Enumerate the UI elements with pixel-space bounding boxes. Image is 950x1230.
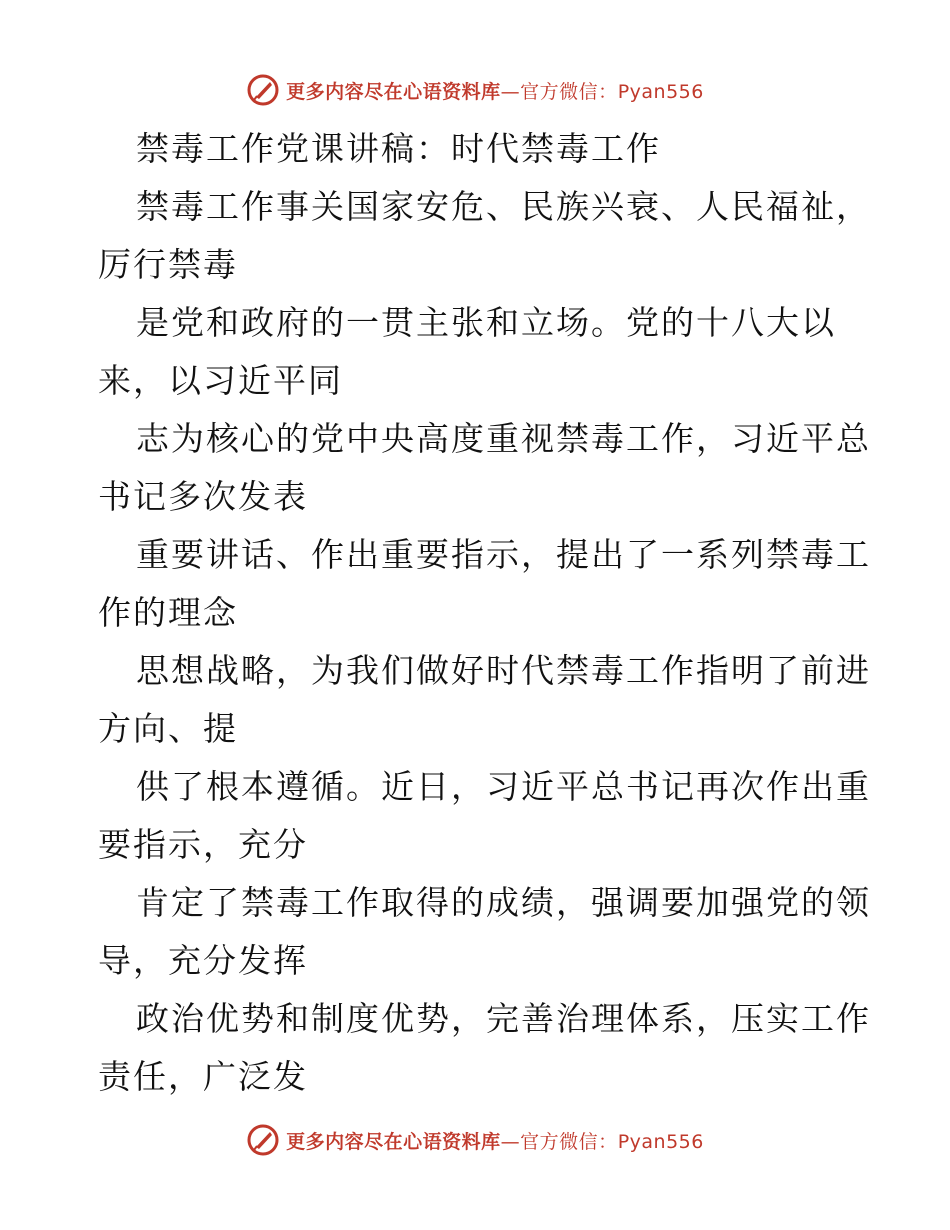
banner-wechat-label: 官方微信： [520,1130,618,1153]
banner-brand: 更多内容尽在心语资料库 [286,80,501,103]
text-line: 书记多次发表 [98,477,308,516]
quill-logo-icon [246,1123,280,1157]
text-line: 思想战略，为我们做好时代禁毒工作指明了前进 [136,651,871,690]
banner-text [286,77,704,104]
text-line: 肯定了禁毒工作取得的成绩，强调要加强党的领 [136,883,871,922]
header-banner [0,70,950,110]
banner-brand: 更多内容尽在心语资料库 [286,1130,501,1153]
text-line: 禁毒工作事关国家安危、民族兴衰、人民福祉， [136,187,871,226]
text-line: 来，以习近平同 [98,361,343,400]
text-line: 志为核心的党中央高度重视禁毒工作，习近平总 [136,419,871,458]
banner-wechat-label: 官方微信： [520,80,618,103]
text-line: 责任，广泛发 [98,1057,308,1096]
text-line: 重要讲话、作出重要指示，提出了一系列禁毒工 [136,535,871,574]
quill-logo-icon [246,73,280,107]
footer-banner [0,1120,950,1160]
banner-dash: — [500,1130,521,1153]
banner-wechat-id: Pyan556 [617,1130,704,1153]
text-line: 方向、提 [98,709,238,748]
banner-text [286,1127,704,1154]
text-line: 供了根本遵循。近日，习近平总书记再次作出重 [136,767,871,806]
text-line: 导，充分发挥 [98,941,308,980]
text-line: 政治优势和制度优势，完善治理体系，压实工作 [136,999,871,1038]
text-line: 禁毒工作党课讲稿：时代禁毒工作 [136,129,661,168]
text-line: 作的理念 [98,593,238,632]
document-body [98,120,871,1106]
banner-dash: — [500,80,521,103]
text-line: 厉行禁毒 [98,245,238,284]
text-line: 要指示，充分 [98,825,308,864]
banner-wechat-id: Pyan556 [617,80,704,103]
text-line: 是党和政府的一贯主张和立场。党的十八大以 [136,303,836,342]
